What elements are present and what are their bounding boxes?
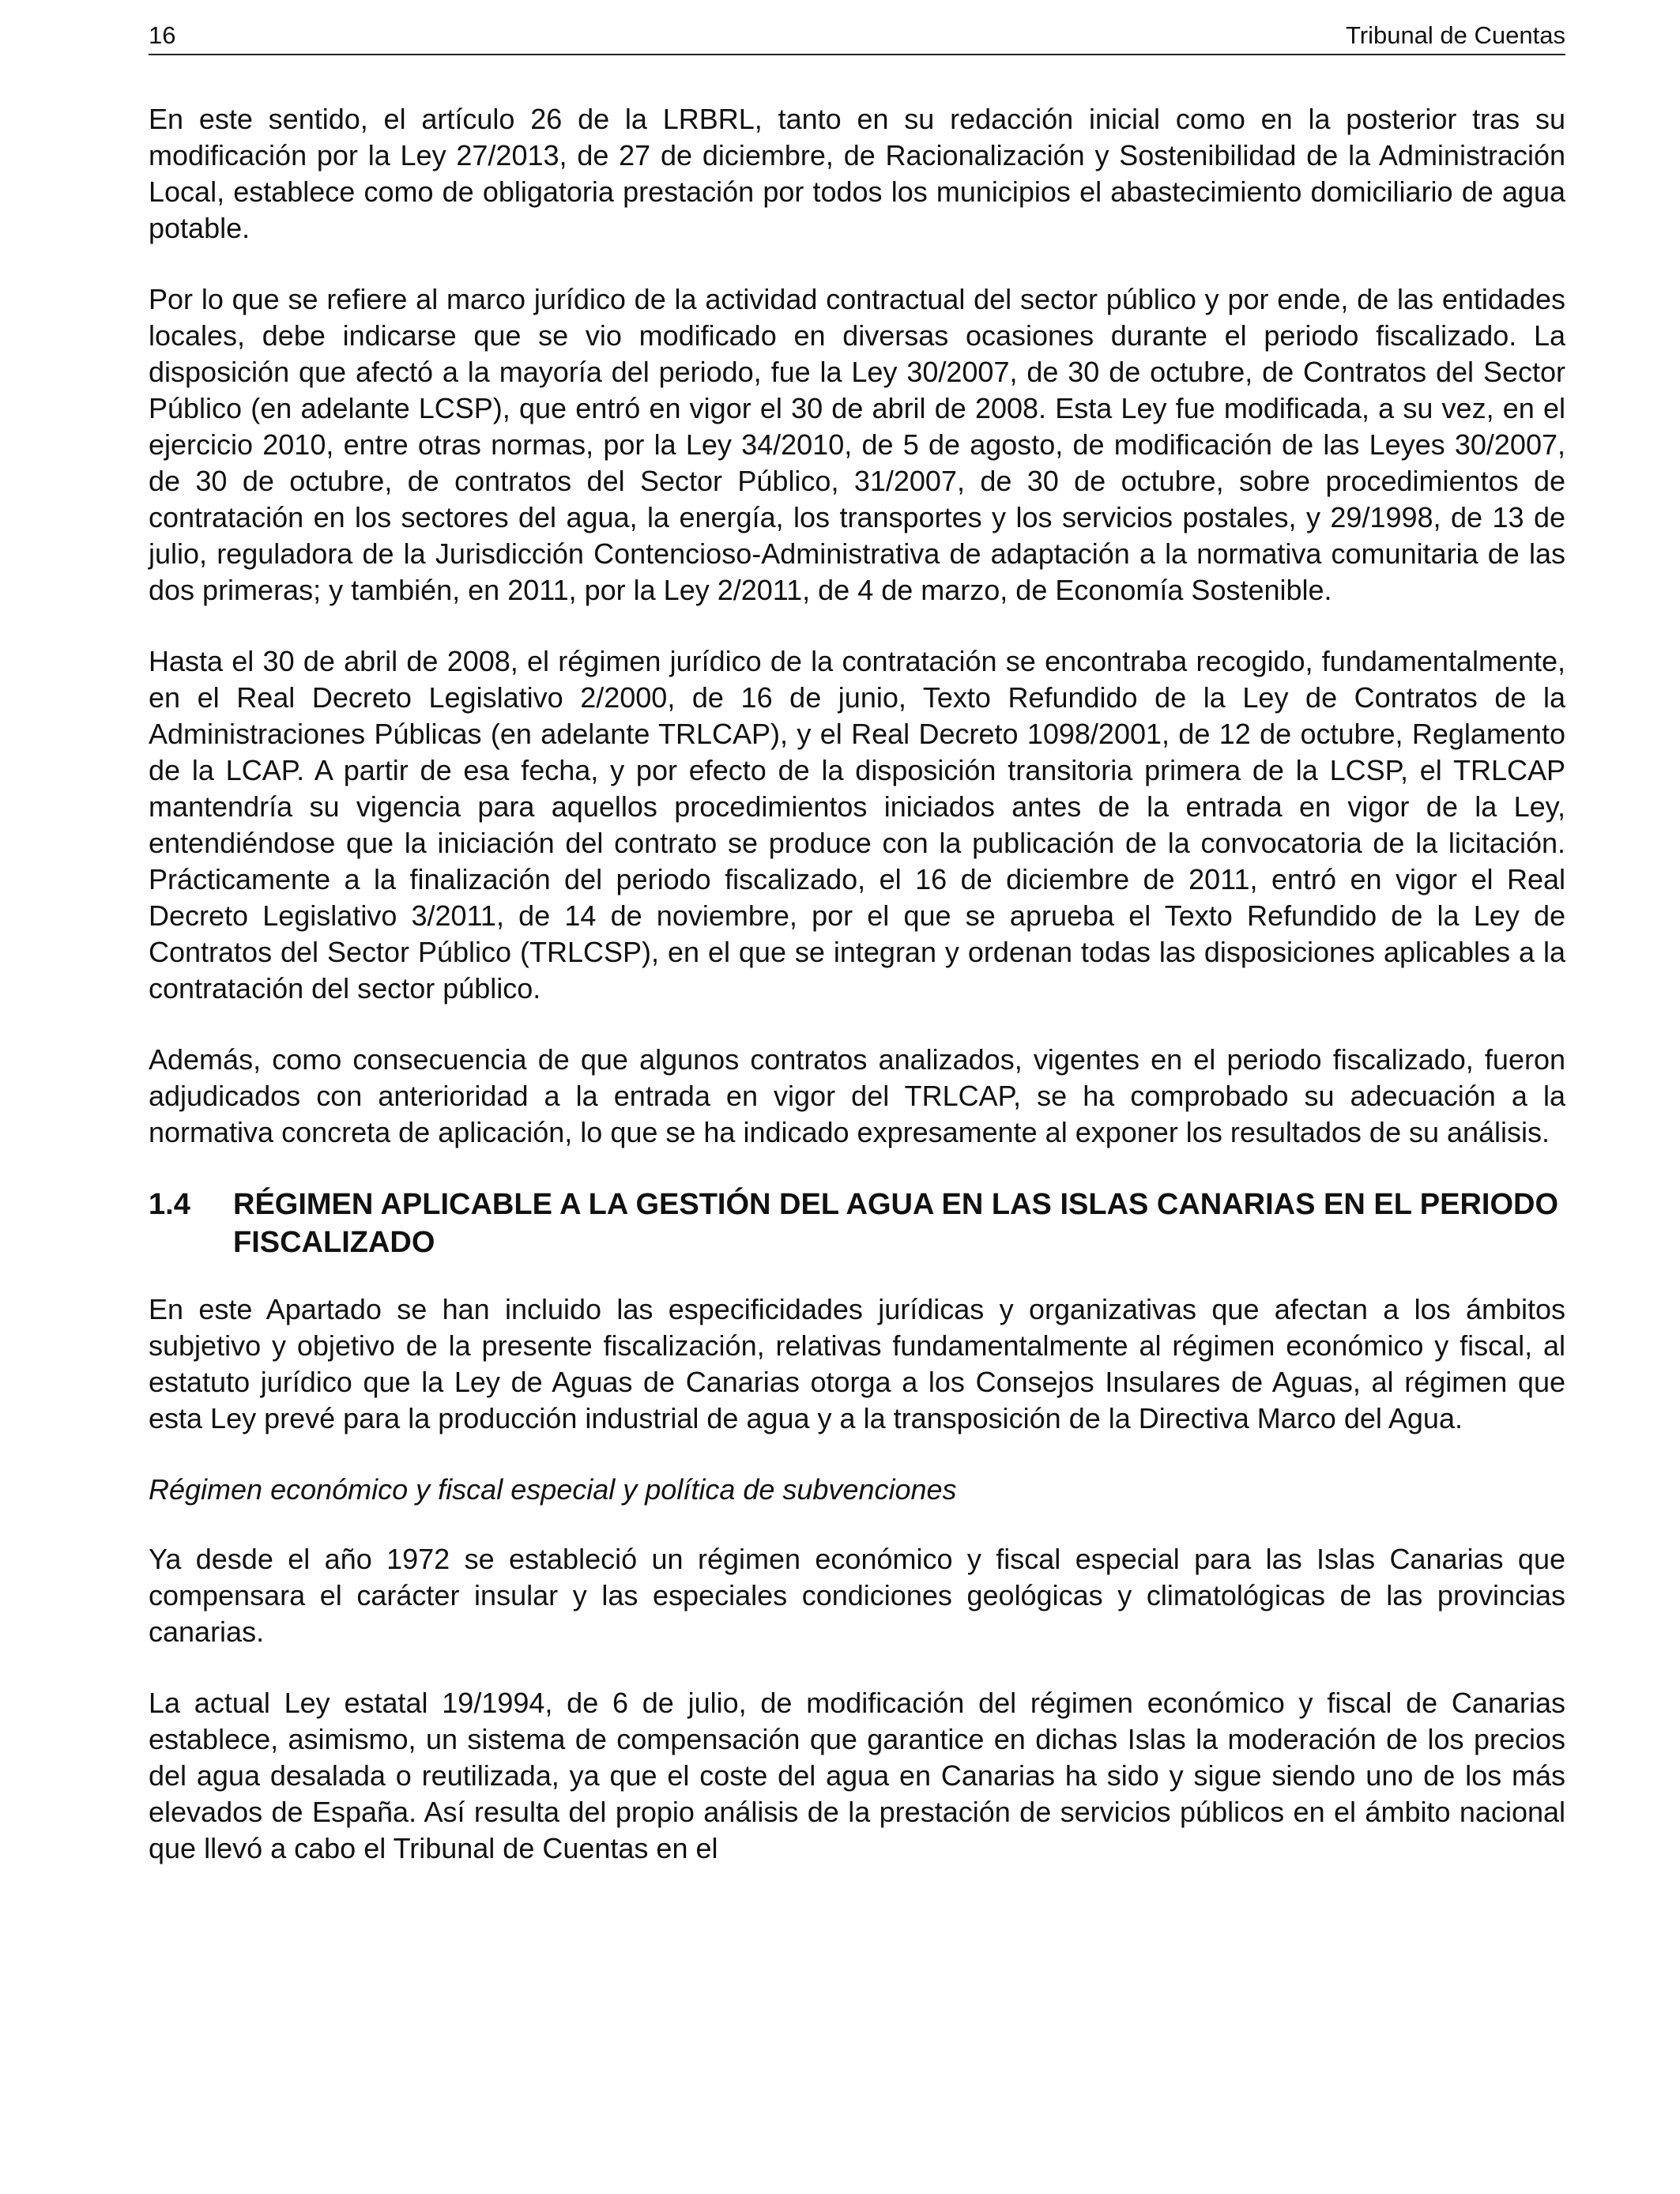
running-header: [149, 19, 1565, 55]
paragraph-trlcap-regime: Hasta el 30 de abril de 2008, el régimen jurídico de la contratación se encontraba recogido, fundamentalmente, en el Real Decreto Legislativo 2/2000, de 16 de junio, Texto Refundido de la Ley de Contratos de la Administraciones Públicas (en adelante TRLCAP), y el Real Decreto 1098/2001, de 12 de octubre, Reglamento de la LCAP. A partir de esa fecha, y por efecto de la disposición transitoria primera de la LCSP, el TRLCAP mantendría su vigencia para aquellos procedimientos iniciados antes de la entrada en vigor de la Ley, entendiéndose que la iniciación del contrato se produce con la publicación de la convocatoria de la licitación. Prácticamente a la finalización del periodo fiscalizado, el 16 de diciembre de 2011, entró en vigor el Real Decreto Legislativo 3/2011, de 14 de noviembre, por el que se aprueba el Texto Refundido de la Ley de Contratos del Sector Público (TRLCSP), en el que se integran y ordenan todas las disposiciones aplicables a la contratación del sector público.: [149, 645, 1565, 1005]
header-title: Tribunal de Cuentas: [1345, 21, 1565, 49]
paragraph-contractual-framework: Por lo que se refiere al marco jurídico de la actividad contractual del sector público y por ende, de las entidades locales, debe indicarse que se vio modificado en diversas ocasiones durante el periodo fiscalizado. La disposición que afectó a la mayoría del periodo, fue la Ley 30/2007, de 30 de octubre, de Contratos del Sector Público (en adelante LCSP), que entró en vigor el 30 de abril de 2008. Esta Ley fue modificada, a su vez, en el ejercicio 2010, entre otras normas, por la Ley 34/2010, de 5 de agosto, de modificación de las Leyes 30/2007, de 30 de octubre, de contratos del Sector Público, 31/2007, de 30 de octubre, sobre procedimientos de contratación en los sectores del agua, la energía, los transportes y los servicios postales, y 29/1998, de 13 de julio, reguladora de la Jurisdicción Contencioso-Administrativa de adaptación a la normativa comunitaria de las dos primeras; y también, en 2011, por la Ley 2/2011, de 4 de marzo, de Economía Sostenible.: [149, 283, 1565, 606]
paragraph-1972-regime: Ya desde el año 1972 se estableció un régimen económico y fiscal especial para las Islas Canarias que compensara el carácter insular y las especiales condiciones geológicas y climatológicas de las provincias canarias.: [149, 1543, 1565, 1648]
paragraph-lrbrl-article-26: En este sentido, el artículo 26 de la LRBRL, tanto en su redacción inicial como en la posterior tras su modificación por la Ley 27/2013, de 27 de diciembre, de Racionalización y Sostenibilidad de la Administración Local, establece como de obligatoria prestación por todos los municipios el abastecimiento domiciliario de agua potable.: [149, 103, 1565, 244]
document-body: [149, 101, 1565, 1902]
paragraph-law-19-1994: La actual Ley estatal 19/1994, de 6 de julio, de modificación del régimen económico y fiscal de Canarias establece, asimismo, un sistema de compensación que garantice en dichas Islas la moderación de los precios del agua desalada o reutilizada, ya que el coste del agua en Canarias ha sido y sigue siendo uno de los más elevados de España. Así resulta del propio análisis de la prestación de servicios públicos en el ámbito nacional que llevó a cabo el Tribunal de Cuentas en el: [149, 1687, 1565, 1864]
paragraph-section-intro: En este Apartado se han incluido las especificidades jurídicas y organizativas que afectan a los ámbitos subjetivo y objetivo de la presente fiscalización, relativas fundamentalmente al régimen económico y fiscal, al estatuto jurídico que la Ley de Aguas de Canarias otorga a los Consejos Insulares de Aguas, al régimen que esta Ley prevé para la producción industrial de agua y a la transposición de la Directiva Marco del Agua.: [149, 1293, 1565, 1434]
section-number: 1.4: [149, 1188, 190, 1221]
page-number: 16: [149, 21, 176, 49]
section-title: RÉGIMEN APLICABLE A LA GESTIÓN DEL AGUA EN LAS ISLAS CANARIAS EN EL PERIODO FISCALIZADO: [233, 1188, 1559, 1259]
paragraph-contracts-adequacy: Además, como consecuencia de que algunos contratos analizados, vigentes en el periodo fiscalizado, fueron adjudicados con anterioridad a la entrada en vigor del TRLCAP, se ha comprobado su adecuación a la normativa concreta de aplicación, lo que se ha indicado expresamente al exponer los resultados de su análisis.: [149, 1043, 1565, 1148]
subheading-fiscal-regime: Régimen económico y fiscal especial y política de subvenciones: [149, 1473, 957, 1506]
section-heading: [149, 1186, 1565, 1261]
